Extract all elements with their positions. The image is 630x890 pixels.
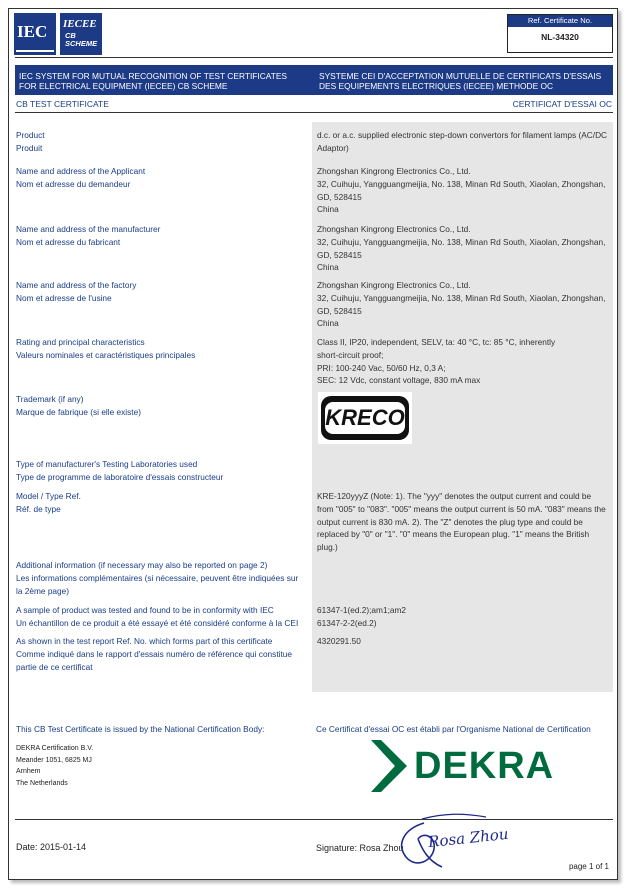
field-value-line: Zhongshan Kingrong Electronics Co., Ltd. xyxy=(317,224,471,234)
field-label-en: A sample of product was tested and found to be in conformity with IEC xyxy=(16,605,274,615)
field-label xyxy=(16,635,306,674)
field-label-en: Trademark (if any) xyxy=(16,394,84,404)
ncb-address-line: DEKRA Certification B.V. xyxy=(16,745,94,752)
field-label xyxy=(16,279,306,305)
field-value-line: 4320291.50 xyxy=(317,636,361,646)
field-label-fr: partie de ce certificat xyxy=(16,662,93,672)
field-value-line: 61347-2-2(ed.2) xyxy=(317,617,377,628)
field-label-fr: Réf. de type xyxy=(16,504,61,514)
field-value-line: short-circuit proof; xyxy=(317,349,384,360)
field-value-line: GD, 528415 xyxy=(317,249,362,260)
dekra-logo-text: DEKRA xyxy=(414,745,555,787)
title-fr: CERTIFICAT D'ESSAI OC xyxy=(512,99,612,109)
signature-label: Signature: Rosa Zhou xyxy=(316,843,404,853)
ref-certificate-number: NL-34320 xyxy=(541,32,579,42)
handwritten-signature xyxy=(394,809,524,874)
field-value-line: plug.) xyxy=(317,542,338,553)
field-label-fr: Nom et adresse du demandeur xyxy=(16,179,131,189)
ncb-address-line: Meander 1051, 6825 MJ xyxy=(16,756,92,764)
field-value-line: from "005" to "083". "005" means the output current is 50 mA. "083" means the xyxy=(317,503,606,514)
iec-logo xyxy=(14,13,56,55)
field-label xyxy=(16,490,306,516)
ncb-address xyxy=(16,743,93,789)
field-label-fr: la 2ème page) xyxy=(16,586,70,596)
field-label xyxy=(16,165,306,191)
cb-scheme-text: CB SCHEME xyxy=(65,31,98,48)
ref-certificate-box xyxy=(507,14,613,53)
iecee-cb-scheme-logo xyxy=(60,13,102,55)
field-label-fr: Produit xyxy=(16,143,43,153)
field-value-line: 32, Cuihuju, Yangguangmeijia, No. 138, Minan Rd South, Xiaolan, Zhongshan, xyxy=(317,178,606,189)
ref-certificate-label: Ref. Certificate No. xyxy=(508,15,612,27)
field-value-line: SEC: 12 Vdc, constant voltage, 830 mA max xyxy=(317,375,481,386)
dekra-logo xyxy=(369,738,569,794)
field-value xyxy=(317,490,613,554)
trademark-logo-text: KRECO xyxy=(325,402,405,434)
dekra-logo-mark-icon xyxy=(369,738,409,794)
banner-fr-line2: DES EQUIPEMENTS ELECTRIQUES (IECEE) METHODE OC xyxy=(319,81,554,91)
field-value-line: GD, 528415 xyxy=(317,305,362,316)
field-label-en: Type of manufacturer's Testing Laboratories used xyxy=(16,459,198,469)
field-value-line: GD, 528415 xyxy=(317,191,362,202)
field-value-line: China xyxy=(317,204,339,215)
field-value-line: 32, Cuihuju, Yangguangmeijia, No. 138, Minan Rd South, Xiaolan, Zhongshan, xyxy=(317,292,606,303)
field-label xyxy=(16,393,306,419)
issued-by-en: This CB Test Certificate is issued by the National Certification Body: xyxy=(16,724,265,734)
field-value-line: 61347-1(ed.2);am1;am2 xyxy=(317,605,407,615)
trademark-logo xyxy=(318,392,412,444)
field-value xyxy=(317,635,613,648)
field-label xyxy=(16,559,306,598)
field-value xyxy=(317,223,613,274)
title-divider xyxy=(15,112,613,113)
field-value-line: PRI: 100-240 Vac, 50/60 Hz, 0,3 A; xyxy=(317,362,446,373)
field-value-line: KRE-120yyyZ (Note: 1). The "yyy" denotes the output current and could be xyxy=(317,491,592,501)
field-value xyxy=(317,336,613,387)
field-value-line: China xyxy=(317,262,339,273)
field-label-fr: Nom et adresse du fabricant xyxy=(16,237,121,247)
header-divider xyxy=(15,57,613,58)
field-label-fr: Un échantillon de ce produit a été essayé et été considéré conforme à la CEI xyxy=(16,618,299,628)
field-value-line: replaced by "0" or "1". "0" means the European plug. "1" means the British xyxy=(317,529,590,540)
banner-en-line1: IEC SYSTEM FOR MUTUAL RECOGNITION OF TEST CERTIFICATES xyxy=(19,71,288,81)
field-label-fr: Marque de fabrique (si elle existe) xyxy=(16,407,141,417)
field-label-en: As shown in the test report Ref. No. which forms part of this certificate xyxy=(16,636,273,646)
field-value-line: Zhongshan Kingrong Electronics Co., Ltd. xyxy=(317,166,471,176)
ncb-address-line: Arnhem xyxy=(16,768,41,775)
field-label-fr: Valeurs nominales et caractéristiques principales xyxy=(16,350,196,360)
field-label-en: Model / Type Ref. xyxy=(16,491,81,501)
field-label-fr: Nom et adresse de l'usine xyxy=(16,293,112,303)
banner-fr-line1: SYSTEME CEI D'ACCEPTATION MUTUELLE DE CERTIFICATS D'ESSAIS xyxy=(319,71,602,81)
field-label xyxy=(16,223,306,249)
field-label-fr: Type de programme de laboratoire d'essais constructeur xyxy=(16,472,224,482)
field-label-en: Name and address of the factory xyxy=(16,280,137,290)
field-label-en: Additional information (if necessary may also be reported on page 2) xyxy=(16,560,268,570)
field-label-en: Name and address of the manufacturer xyxy=(16,224,161,234)
signature-script: Rosa Zhou xyxy=(427,824,510,852)
field-label xyxy=(16,604,306,630)
page-number: page 1 of 1 xyxy=(568,862,609,871)
field-value-line: China xyxy=(317,318,339,329)
iec-logo-text: IEC xyxy=(17,22,48,41)
field-value-line: d.c. or a.c. supplied electronic step-down convertors for filament lamps (AC/DC xyxy=(317,130,608,140)
field-value-line: Zhongshan Kingrong Electronics Co., Ltd. xyxy=(317,280,471,290)
iecee-logo-text: IECEE xyxy=(63,18,97,30)
date: Date: 2015-01-14 xyxy=(16,842,87,852)
field-label-en: Product xyxy=(16,130,45,140)
field-value xyxy=(317,165,613,216)
field-value-line: Class II, IP20, independent, SELV, ta: 40 °C, tc: 85 °C, inherently xyxy=(317,337,556,347)
banner-en-line2: FOR ELECTRICAL EQUIPMENT (IECEE) CB SCHEME xyxy=(19,81,228,91)
field-value xyxy=(317,129,613,155)
field-label xyxy=(16,129,306,155)
field-value-line: output current is 830 mA. 2). The "Z" denotes the plug type and could be xyxy=(317,516,583,527)
field-label-fr: Comme indiqué dans le rapport d'essais numéro de référence qui constitue xyxy=(16,649,292,659)
field-label xyxy=(16,458,306,484)
field-value-line: 32, Cuihuju, Yangguangmeijia, No. 138, Minan Rd South, Xiaolan, Zhongshan, xyxy=(317,236,606,247)
title-en: CB TEST CERTIFICATE xyxy=(16,99,109,109)
field-label-en: Name and address of the Applicant xyxy=(16,166,146,176)
field-value xyxy=(317,604,613,630)
ncb-address-line: The Netherlands xyxy=(16,779,68,787)
field-value-line: Adaptor) xyxy=(317,142,349,153)
issued-by-fr: Ce Certificat d'essai OC est établi par l'Organisme National de Certification xyxy=(316,724,591,734)
field-label xyxy=(16,336,306,362)
field-label-en: Rating and principal characteristics xyxy=(16,337,145,347)
certificate-page xyxy=(8,8,618,880)
field-value xyxy=(317,279,613,330)
scheme-banner xyxy=(15,65,613,95)
field-label-fr: Les informations complémentaires (si nécessaire, peuvent être indiquées sur xyxy=(16,573,299,583)
